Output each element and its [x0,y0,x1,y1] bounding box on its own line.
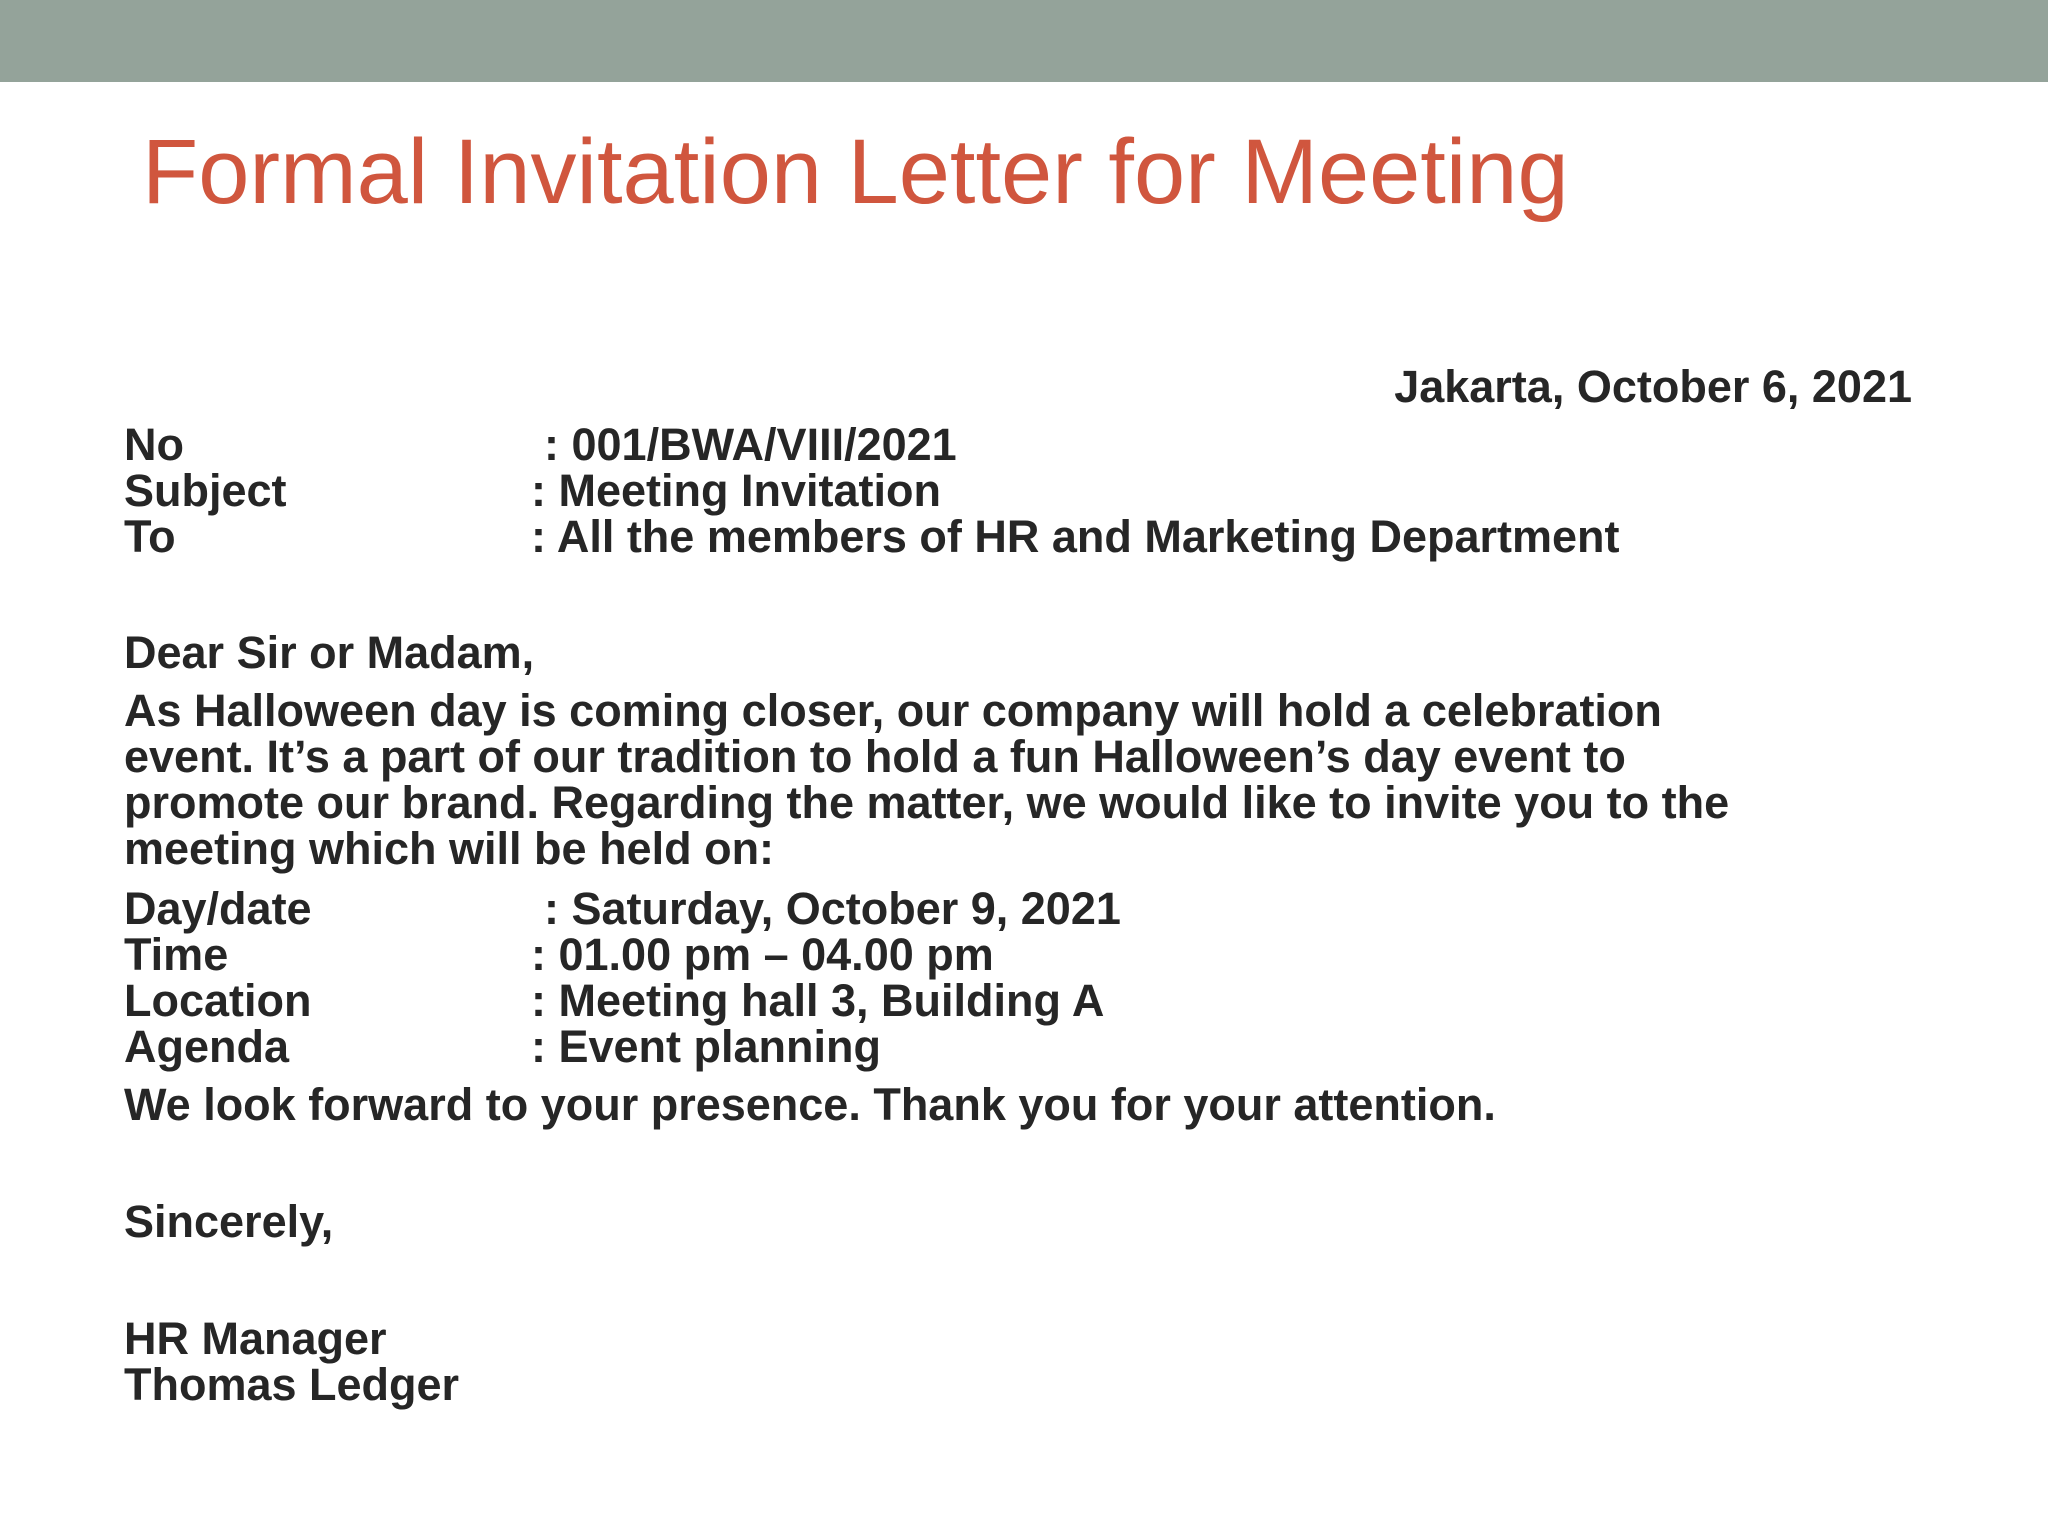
field-label: To [124,511,176,562]
letter-signer-name: Thomas Ledger [124,1359,460,1410]
field-label: Location [124,975,312,1026]
field-label: No [124,419,184,470]
field-value: : 001/BWA/VIII/2021 [544,419,957,470]
slide-top-bar [0,0,2048,82]
letter-body-line: meeting which will be held on: [124,823,775,874]
letter-closing-line: We look forward to your presence. Thank you for your attention. [124,1079,1496,1130]
field-value: : All the members of HR and Marketing Department [531,511,1620,562]
slide-title: Formal Invitation Letter for Meeting [142,121,1569,223]
letter-signer-title: HR Manager [124,1313,387,1364]
field-label: Agenda [124,1021,290,1072]
field-value: : 01.00 pm – 04.00 pm [531,929,994,980]
field-label: Day/date [124,883,312,934]
letter-sign-off: Sincerely, [124,1196,334,1247]
field-label: Subject [124,465,287,516]
field-value: : Saturday, October 9, 2021 [544,883,1121,934]
field-value: : Meeting hall 3, Building A [531,975,1105,1026]
field-value: : Event planning [531,1021,882,1072]
field-label: Time [124,929,229,980]
letter-body-line: promote our brand. Regarding the matter, we would like to invite you to the [124,777,1730,828]
letter-body-line: event. It’s a part of our tradition to hold a fun Halloween’s day event to [124,731,1626,782]
field-value: : Meeting Invitation [531,465,941,516]
letter-salutation: Dear Sir or Madam, [124,627,535,678]
letter-body-line: As Halloween day is coming closer, our company will hold a celebration [124,685,1662,736]
letter-place-date: Jakarta, October 6, 2021 [1394,361,1912,412]
